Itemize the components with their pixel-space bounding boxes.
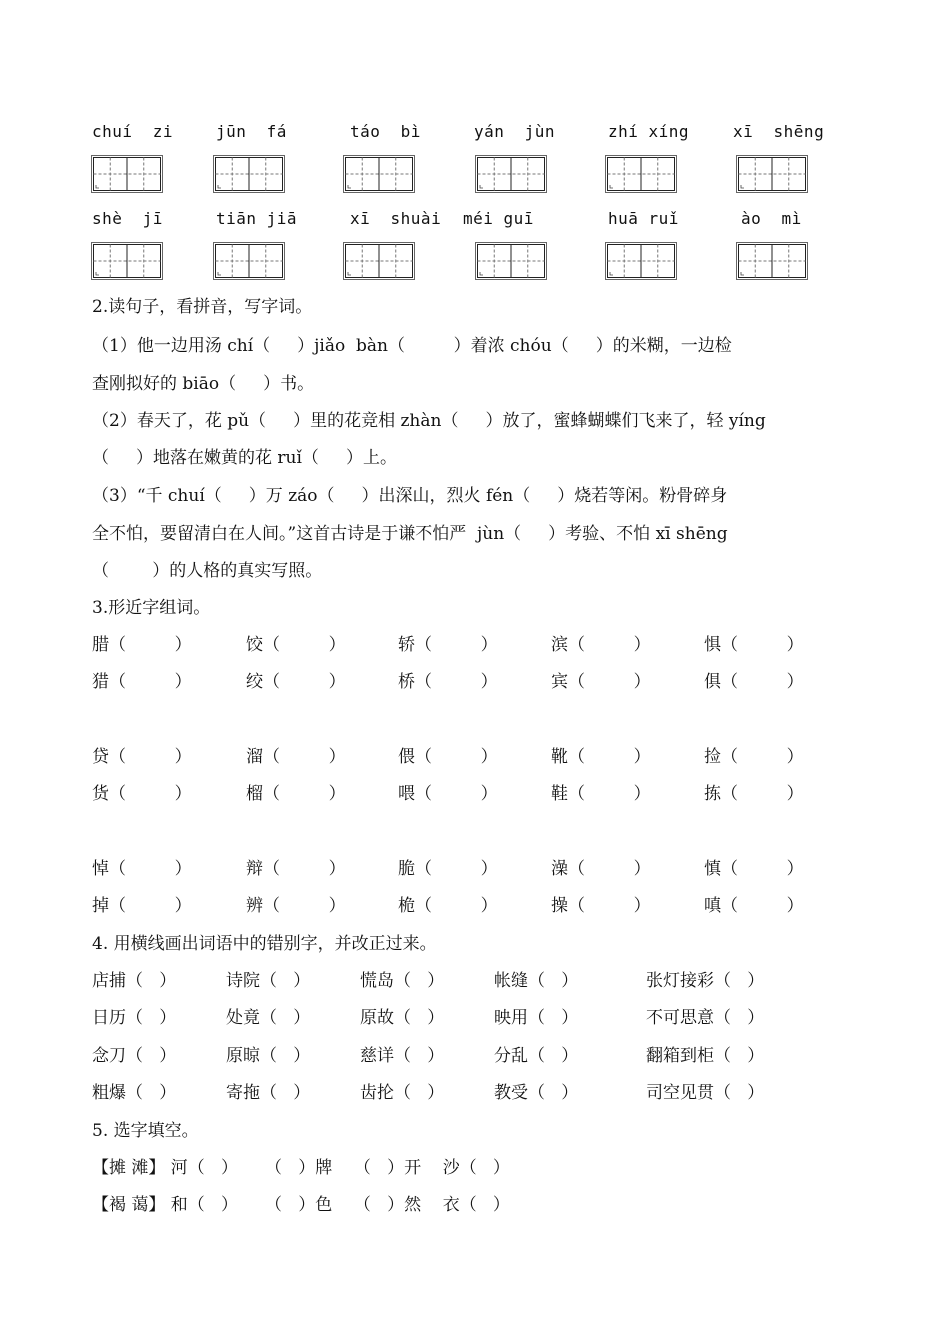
pinyin-label: ào mì xyxy=(741,209,802,228)
typo-word-item: 日历（ ） xyxy=(92,1008,177,1028)
tianzige-grid-icon xyxy=(90,241,164,281)
pinyin-label: huā ruǐ xyxy=(608,209,679,228)
tianzige-box[interactable] xyxy=(604,154,678,194)
typo-word-item: 原晾（ ） xyxy=(226,1046,311,1066)
question-title: 5. 选字填空。 xyxy=(92,1121,199,1141)
similar-character-item: 贷（ ） xyxy=(92,747,192,767)
typo-word-item: 映用（ ） xyxy=(494,1008,579,1028)
similar-character-item: 鞋（ ） xyxy=(551,784,651,804)
similar-character-item: 喂（ ） xyxy=(398,784,498,804)
similar-character-item: 桥（ ） xyxy=(398,672,498,692)
similar-character-item: 辩（ ） xyxy=(246,859,346,879)
pinyin-label: xī shuài xyxy=(350,209,442,228)
typo-word-item: 寄拖（ ） xyxy=(226,1083,311,1103)
tianzige-box[interactable] xyxy=(474,241,548,281)
tianzige-box[interactable] xyxy=(342,154,416,194)
tianzige-grid-icon xyxy=(212,154,286,194)
tianzige-grid-icon xyxy=(342,241,416,281)
similar-character-item: 宾（ ） xyxy=(551,672,651,692)
similar-character-item: 脆（ ） xyxy=(398,859,498,879)
similar-character-item: 捡（ ） xyxy=(704,747,804,767)
tianzige-box[interactable] xyxy=(735,154,809,194)
tianzige-grid-icon xyxy=(90,154,164,194)
similar-character-item: 嗔（ ） xyxy=(704,896,804,916)
tianzige-box[interactable] xyxy=(604,241,678,281)
tianzige-grid-icon xyxy=(604,241,678,281)
fill-line: 【褐 蔼】 和（ ） （ ）色 （ ）然 衣（ ） xyxy=(92,1195,510,1215)
pinyin-label: zhí xíng xyxy=(608,122,690,141)
similar-character-item: 轿（ ） xyxy=(398,635,498,655)
similar-character-item: 桅（ ） xyxy=(398,896,498,916)
pinyin-label: jūn fá xyxy=(216,122,287,141)
pinyin-label: xī shēng xyxy=(733,122,825,141)
similar-character-item: 靴（ ） xyxy=(551,747,651,767)
similar-character-item: 悼（ ） xyxy=(92,859,192,879)
tianzige-box[interactable] xyxy=(474,154,548,194)
similar-character-item: 俱（ ） xyxy=(704,672,804,692)
similar-character-item: 澡（ ） xyxy=(551,859,651,879)
similar-character-item: 偎（ ） xyxy=(398,747,498,767)
tianzige-box[interactable] xyxy=(735,241,809,281)
typo-word-item: 处竟（ ） xyxy=(226,1008,311,1028)
typo-word-item: 张灯接彩（ ） xyxy=(646,971,765,991)
similar-character-item: 滨（ ） xyxy=(551,635,651,655)
typo-word-item: 司空见贯（ ） xyxy=(646,1083,765,1103)
similar-character-item: 腊（ ） xyxy=(92,635,192,655)
similar-character-item: 掉（ ） xyxy=(92,896,192,916)
pinyin-label: chuí zi xyxy=(92,122,174,141)
typo-word-item: 齿抡（ ） xyxy=(360,1083,445,1103)
typo-word-item: 念刀（ ） xyxy=(92,1046,177,1066)
similar-character-item: 拣（ ） xyxy=(704,784,804,804)
typo-word-item: 原故（ ） xyxy=(360,1008,445,1028)
similar-character-item: 惧（ ） xyxy=(704,635,804,655)
similar-character-item: 货（ ） xyxy=(92,784,192,804)
typo-word-item: 帐缝（ ） xyxy=(494,971,579,991)
fill-line: 【摊 滩】 河（ ） （ ）牌 （ ）开 沙（ ） xyxy=(92,1158,510,1178)
typo-word-item: 翻箱到柜（ ） xyxy=(646,1046,765,1066)
typo-word-item: 不可思意（ ） xyxy=(646,1008,765,1028)
sentence-line: （3）“千 chuí（ ）万 záo（ ）出深山，烈火 fén（ ）烧若等闲。粉骨碎身 xyxy=(92,486,728,506)
typo-word-item: 粗爆（ ） xyxy=(92,1083,177,1103)
question-title: 3.形近字组词。 xyxy=(92,598,211,618)
typo-word-item: 教受（ ） xyxy=(494,1083,579,1103)
similar-character-item: 榴（ ） xyxy=(246,784,346,804)
pinyin-label: yán jùn xyxy=(474,122,556,141)
typo-word-item: 慌岛（ ） xyxy=(360,971,445,991)
similar-character-item: 操（ ） xyxy=(551,896,651,916)
tianzige-grid-icon xyxy=(474,241,548,281)
similar-character-item: 慎（ ） xyxy=(704,859,804,879)
tianzige-grid-icon xyxy=(342,154,416,194)
similar-character-item: 辨（ ） xyxy=(246,896,346,916)
tianzige-grid-icon xyxy=(735,241,809,281)
similar-character-item: 溜（ ） xyxy=(246,747,346,767)
sentence-line: （ ）的人格的真实写照。 xyxy=(92,561,323,581)
sentence-line: 全不怕，要留清白在人间。”这首古诗是于谦不怕严 jùn（ ）考验、不怕 xī shēng xyxy=(92,524,728,544)
question-title: 4. 用横线画出词语中的错别字，并改正过来。 xyxy=(92,934,437,954)
tianzige-grid-icon xyxy=(474,154,548,194)
sentence-line: （ ）地落在嫩黄的花 ruǐ（ ）上。 xyxy=(92,448,397,468)
tianzige-grid-icon xyxy=(604,154,678,194)
tianzige-box[interactable] xyxy=(342,241,416,281)
sentence-line: （1）他一边用汤 chí（ ）jiǎo bàn（ ）着浓 chóu（ ）的米糊，一边检 xyxy=(92,336,732,356)
tianzige-box[interactable] xyxy=(212,154,286,194)
typo-word-item: 分乱（ ） xyxy=(494,1046,579,1066)
tianzige-grid-icon xyxy=(735,154,809,194)
pinyin-label: tiān jiā xyxy=(216,209,298,228)
typo-word-item: 店捕（ ） xyxy=(92,971,177,991)
similar-character-item: 绞（ ） xyxy=(246,672,346,692)
pinyin-label: méi guī xyxy=(463,209,534,228)
sentence-line: 查刚拟好的 biāo（ ）书。 xyxy=(92,374,315,394)
similar-character-item: 饺（ ） xyxy=(246,635,346,655)
question-title: 2.读句子，看拼音，写字词。 xyxy=(92,297,313,317)
typo-word-item: 慈详（ ） xyxy=(360,1046,445,1066)
sentence-line: （2）春天了，花 pǔ（ ）里的花竞相 zhàn（ ）放了，蜜蜂蝴蝶们飞来了，轻 yíng xyxy=(92,411,766,431)
tianzige-box[interactable] xyxy=(90,241,164,281)
tianzige-grid-icon xyxy=(212,241,286,281)
pinyin-label: táo bì xyxy=(350,122,421,141)
tianzige-box[interactable] xyxy=(212,241,286,281)
similar-character-item: 猎（ ） xyxy=(92,672,192,692)
pinyin-label: shè jī xyxy=(92,209,163,228)
tianzige-box[interactable] xyxy=(90,154,164,194)
typo-word-item: 诗院（ ） xyxy=(226,971,311,991)
